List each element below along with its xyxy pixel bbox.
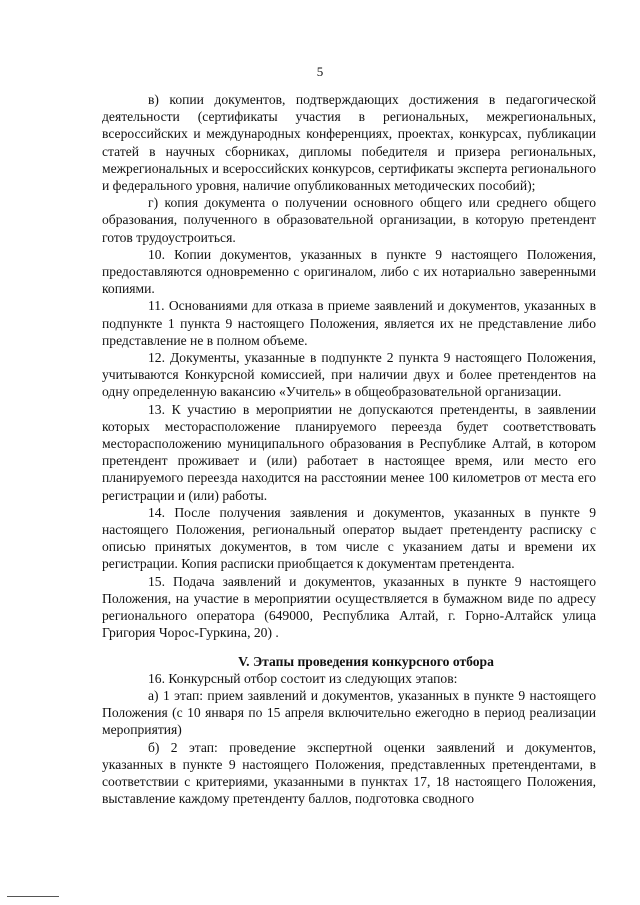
paragraph-16: 16. Конкурсный отбор состоит из следующих этапов: <box>148 670 458 686</box>
paragraph-15: 15. Подача заявлений и документов, указанных в пункте 9 настоящего Положения, на участие в мероприятии осуществляется в бумажном виде по адресу регионального оператора (649000, Республика Алтай, г. Горно-Алтайск улица Григория Чорос-Гуркина, 20) . <box>102 573 596 641</box>
page-number: 5 <box>316 64 324 79</box>
paragraph-stage-1: а) 1 этап: прием заявлений и документов, указанных в пункте 9 настоящего Положения (с 10 января по 15 апреля включительно ежегодно в период реализации мероприятия) <box>102 687 596 738</box>
paragraph-14: 14. После получения заявления и документов, указанных в пункте 9 настоящего Положения, региональный оператор выдает претенденту расписку с описью принятых документов, в том числе с указанием даты и времени их регистрации. Копия расписки приобщается к документам претендента. <box>102 504 596 572</box>
paragraph-stage-2: б) 2 этап: проведение экспертной оценки заявлений и документов, указанных в пункте 9 настоящего Положения, представленных претендентами, в соответствии с критериями, указанными в пунктах 17, 18 настоящего Положения, выставление каждому претенденту баллов, подготовка сводного <box>102 739 596 807</box>
paragraph-11: 11. Основаниями для отказа в приеме заявлений и документов, указанных в подпункте 1 пункта 9 настоящего Положения, является их не представление либо представление не в полном объеме. <box>102 298 596 348</box>
paragraph-v: в) копии документов, подтверждающих достижения в педагогической деятельности (сертификаты участия в региональных, межрегиональных, всероссийских и международных конференциях, проектах, конкурсах, публикации статей в научных сборниках, дипломы победителя и призера региональных, межрегиональных и всероссийских конкурсов, сертификаты эксперта регионального и федерального уровня, наличие опубликованных методических пособий); <box>102 92 596 194</box>
paragraph-g: г) копия документа о получении основного общего или среднего общего образования, полученного в образовательной организации, в которую претендент готов трудоустроиться. <box>102 195 596 245</box>
section-heading: V. Этапы проведения конкурсного отбора <box>238 653 494 669</box>
document-body <box>102 91 596 807</box>
paragraph-12: 12. Документы, указанные в подпункте 2 пункта 9 настоящего Положения, учитываются Конкурсной комиссией, при наличии двух и более претендентов на одну определенную вакансию «Учитель» в общеобразовательной организации. <box>102 350 596 400</box>
footnote-rule <box>7 896 59 897</box>
paragraph-13: 13. К участию в мероприятии не допускаются претенденты, в заявлении которых месторасположение планируемого переезда будет соответствовать месторасположению муниципального образования в Республике Алтай, в котором претендент проживает и (или) работает в настоящее время, или место его планируемого переезда находится на расстоянии менее 100 километров от места его регистрации и (или) работы. <box>102 401 596 503</box>
paragraph-10: 10. Копии документов, указанных в пункте 9 настоящего Положения, предоставляются одновременно с оригиналом, либо с их нотариально заверенными копиями. <box>102 246 596 297</box>
